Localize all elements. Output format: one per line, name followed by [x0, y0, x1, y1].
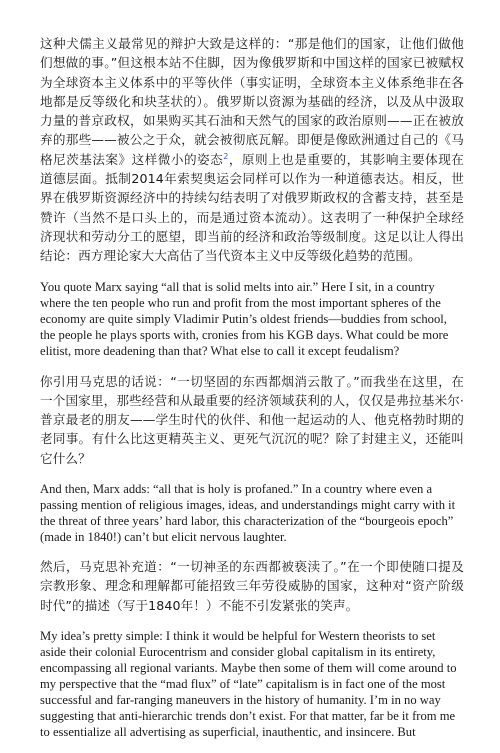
paragraph-zh-3: 然后，马克思补充道：“一切神圣的东西都被亵渎了。”在一个即使随口提及宗教形象、理念和理解都可能招致三年劳役威胁的国家，这种对“资产阶级时代”的描述（写于1840年！）不能不引发紧张的笑声。	[40, 559, 464, 613]
paragraph-en-1: You quote Marx saying “all that is solid melts into air.” Here I sit, in a country where the ten people who run and profit from the most important spheres of the economy are quite simply Vladimir Putin’s oldest friends—buddies from school, the people he plays sports with, cronies from his KGB days. What could be more elitist, more deadening than that? What else to call it except feudalism?	[40, 279, 449, 358]
paragraph-zh-2: 你引用马克思的话说：“一切坚固的东西都烟消云散了。”而我坐在这里，在一个国家里，那些经营和从最重要的经济领域获利的人，仅仅是弗拉基米尔·普京最老的朋友——学生时代的伙伴、和他一起运动的人、他克格勃时期的老同事。有什么比这更精英主义、更死气沉沉的呢？除了封建主义，还能叫它什么？	[40, 373, 464, 466]
paragraph-zh-1	[40, 34, 464, 266]
paragraph-en-2: And then, Marx adds: “all that is holy is profaned.” In a country where even a passing mention of religious images, ideas, and understandings might carry with it the threat of three years’ hard labor, this characterization of the “bourgeois epoch” (made in 1840!) can’t but elicit nervous laughter.	[40, 482, 456, 545]
paragraph-text: 这种犬儒主义最常见的辩护大致是这样的：“那是他们的国家，让他们做他们想做的事。”但这根本站不住脚，因为像俄罗斯和中国这样的国家已被赋权为全球资本主义体系中的平等伙伴（事实证明，全球资本主义体系绝非在各地都是反等级化和块茎状的）。俄罗斯以资源为基础的经济，以及从中汲取力量的普京政权，如果购买其石油和天然气的国家的政治原则——正在被放弃的那些——被公之于众，就会被彻底瓦解。即便是像欧洲通过自己的《马格尼茨基法案》这样微小的姿态	[40, 36, 464, 167]
paragraph-en-3: My idea’s pretty simple: I think it would be helpful for Western theorists to set aside their colonial Eurocentrism and consider global capitalism in its entirety, encompassing all regional variants. Maybe then some of them will come around to my perspective that the “mad flux” of “late” capitalism is in fact one of the most successful and far-ranging maneuvers in the history of humanity. I’m in no way suggesting that anti-hierarchic trends don’t exist. For that matter, far be it from me to essentialize all advertising as superficial, inauthentic, and insincere. But	[40, 628, 457, 739]
footnote-link[interactable]: 2	[223, 151, 229, 161]
article-body	[40, 34, 464, 753]
paragraph-text: ，原则上也是重要的，其影响主要体现在道德层面。抵制2014年索契奥运会同样可以作为一种道德表达。相反，世界在俄罗斯资源经济中的持续勾结表明了对俄罗斯政权的含蓄支持，甚至是赞许（当然不是口头上的，而是通过资本流动）。这表明了一种保护全球经济现状和劳动分工的愿望，即当前的经济和政治等级制度。这足以让人得出结论：西方理论家大大高估了当代资本主义中反等级化趋势的范围。	[40, 151, 464, 264]
